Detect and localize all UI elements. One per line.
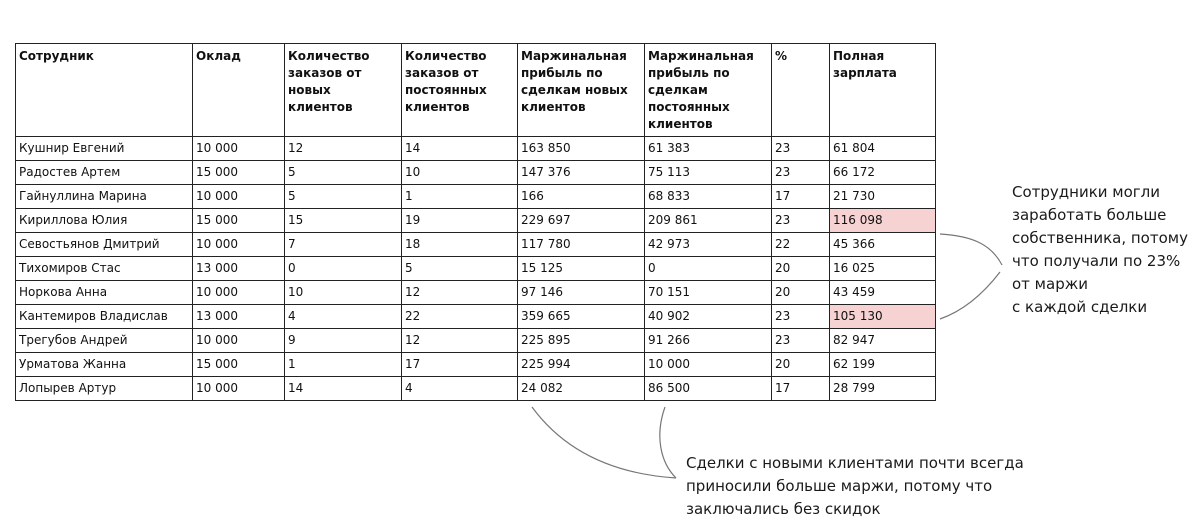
cell-regular-orders: 19 <box>402 209 518 233</box>
cell-regular-orders: 4 <box>402 377 518 401</box>
note-right-line: с каждой сделки <box>1012 298 1148 316</box>
cell-salary: 15 000 <box>193 353 285 377</box>
cell-new-orders: 9 <box>285 329 402 353</box>
cell-total-salary: 21 730 <box>830 185 936 209</box>
cell-margin-regular: 86 500 <box>645 377 772 401</box>
arrow-curve-bottom-right <box>660 407 676 478</box>
cell-employee: Норкова Анна <box>16 281 193 305</box>
cell-salary: 15 000 <box>193 161 285 185</box>
cell-salary: 10 000 <box>193 329 285 353</box>
cell-employee: Кириллова Юлия <box>16 209 193 233</box>
cell-new-orders: 10 <box>285 281 402 305</box>
note-right-line: что получали по 23% <box>1012 252 1181 270</box>
cell-percent: 23 <box>772 209 830 233</box>
cell-employee: Урматова Жанна <box>16 353 193 377</box>
cell-percent: 17 <box>772 377 830 401</box>
cell-margin-regular: 42 973 <box>645 233 772 257</box>
cell-employee: Кушнир Евгений <box>16 137 193 161</box>
col-header-margin-regular: Маржинальная прибыль по сделкам постоянных клиентов <box>645 44 772 137</box>
cell-margin-new: 97 146 <box>518 281 645 305</box>
cell-margin-new: 117 780 <box>518 233 645 257</box>
cell-margin-regular: 0 <box>645 257 772 281</box>
cell-regular-orders: 17 <box>402 353 518 377</box>
cell-percent: 23 <box>772 329 830 353</box>
note-right-line: Сотрудники могли <box>1012 183 1161 201</box>
arrow-curve-right-upper <box>940 234 1002 265</box>
col-header-total-salary: Полная зарплата <box>830 44 936 137</box>
cell-regular-orders: 12 <box>402 281 518 305</box>
cell-employee: Кантемиров Владислав <box>16 305 193 329</box>
cell-total-salary: 62 199 <box>830 353 936 377</box>
cell-regular-orders: 22 <box>402 305 518 329</box>
cell-salary: 10 000 <box>193 281 285 305</box>
cell-total-salary: 105 130 <box>830 305 936 329</box>
cell-employee: Радостев Артем <box>16 161 193 185</box>
col-header-employee: Сотрудник <box>16 44 193 137</box>
cell-salary: 10 000 <box>193 137 285 161</box>
cell-new-orders: 4 <box>285 305 402 329</box>
cell-margin-regular: 40 902 <box>645 305 772 329</box>
cell-margin-regular: 91 266 <box>645 329 772 353</box>
cell-total-salary: 28 799 <box>830 377 936 401</box>
col-header-new-orders: Количество заказов от новых клиентов <box>285 44 402 137</box>
arrow-curve-right-lower <box>940 272 1000 319</box>
cell-margin-regular: 68 833 <box>645 185 772 209</box>
cell-total-salary: 82 947 <box>830 329 936 353</box>
cell-total-salary: 45 366 <box>830 233 936 257</box>
cell-employee: Севостьянов Дмитрий <box>16 233 193 257</box>
cell-total-salary: 61 804 <box>830 137 936 161</box>
note-right-line: собственника, потому <box>1012 229 1188 247</box>
cell-percent: 20 <box>772 281 830 305</box>
cell-percent: 22 <box>772 233 830 257</box>
cell-margin-regular: 75 113 <box>645 161 772 185</box>
cell-new-orders: 5 <box>285 161 402 185</box>
cell-new-orders: 5 <box>285 185 402 209</box>
cell-margin-new: 15 125 <box>518 257 645 281</box>
cell-new-orders: 1 <box>285 353 402 377</box>
note-bottom <box>686 452 1086 521</box>
col-header-percent: % <box>772 44 830 137</box>
cell-total-salary: 16 025 <box>830 257 936 281</box>
note-bottom-line: приносили больше маржи, потому что <box>686 477 993 495</box>
cell-percent: 23 <box>772 137 830 161</box>
cell-margin-new: 359 665 <box>518 305 645 329</box>
note-right-line: заработать больше <box>1012 206 1167 224</box>
note-bottom-line: Сделки с новыми клиентами почти всегда <box>686 454 1024 472</box>
cell-regular-orders: 12 <box>402 329 518 353</box>
cell-total-salary: 66 172 <box>830 161 936 185</box>
cell-margin-new: 225 994 <box>518 353 645 377</box>
cell-salary: 10 000 <box>193 377 285 401</box>
col-header-margin-new: Маржинальная прибыль по сделкам новых клиентов <box>518 44 645 137</box>
cell-percent: 17 <box>772 185 830 209</box>
cell-margin-regular: 61 383 <box>645 137 772 161</box>
cell-new-orders: 14 <box>285 377 402 401</box>
cell-regular-orders: 5 <box>402 257 518 281</box>
cell-margin-regular: 10 000 <box>645 353 772 377</box>
cell-regular-orders: 18 <box>402 233 518 257</box>
cell-regular-orders: 14 <box>402 137 518 161</box>
cell-percent: 23 <box>772 305 830 329</box>
col-header-salary: Оклад <box>193 44 285 137</box>
cell-margin-regular: 70 151 <box>645 281 772 305</box>
note-right-line: от маржи <box>1012 275 1088 293</box>
cell-margin-new: 163 850 <box>518 137 645 161</box>
cell-salary: 10 000 <box>193 185 285 209</box>
cell-new-orders: 12 <box>285 137 402 161</box>
cell-new-orders: 15 <box>285 209 402 233</box>
cell-margin-regular: 209 861 <box>645 209 772 233</box>
cell-margin-new: 147 376 <box>518 161 645 185</box>
cell-employee: Тихомиров Стас <box>16 257 193 281</box>
cell-new-orders: 7 <box>285 233 402 257</box>
cell-margin-new: 225 895 <box>518 329 645 353</box>
cell-salary: 13 000 <box>193 305 285 329</box>
note-right <box>1012 181 1197 319</box>
cell-percent: 23 <box>772 161 830 185</box>
cell-employee: Трегубов Андрей <box>16 329 193 353</box>
cell-percent: 20 <box>772 353 830 377</box>
cell-employee: Гайнуллина Марина <box>16 185 193 209</box>
cell-salary: 15 000 <box>193 209 285 233</box>
cell-new-orders: 0 <box>285 257 402 281</box>
cell-margin-new: 24 082 <box>518 377 645 401</box>
col-header-regular-orders: Количество заказов от постоянных клиентов <box>402 44 518 137</box>
cell-total-salary: 43 459 <box>830 281 936 305</box>
cell-total-salary: 116 098 <box>830 209 936 233</box>
cell-margin-new: 166 <box>518 185 645 209</box>
cell-employee: Лопырев Артур <box>16 377 193 401</box>
cell-regular-orders: 1 <box>402 185 518 209</box>
cell-regular-orders: 10 <box>402 161 518 185</box>
arrow-curve-bottom-left <box>532 407 676 478</box>
cell-salary: 13 000 <box>193 257 285 281</box>
cell-margin-new: 229 697 <box>518 209 645 233</box>
cell-percent: 20 <box>772 257 830 281</box>
note-bottom-line: заключались без скидок <box>686 500 881 518</box>
cell-salary: 10 000 <box>193 233 285 257</box>
